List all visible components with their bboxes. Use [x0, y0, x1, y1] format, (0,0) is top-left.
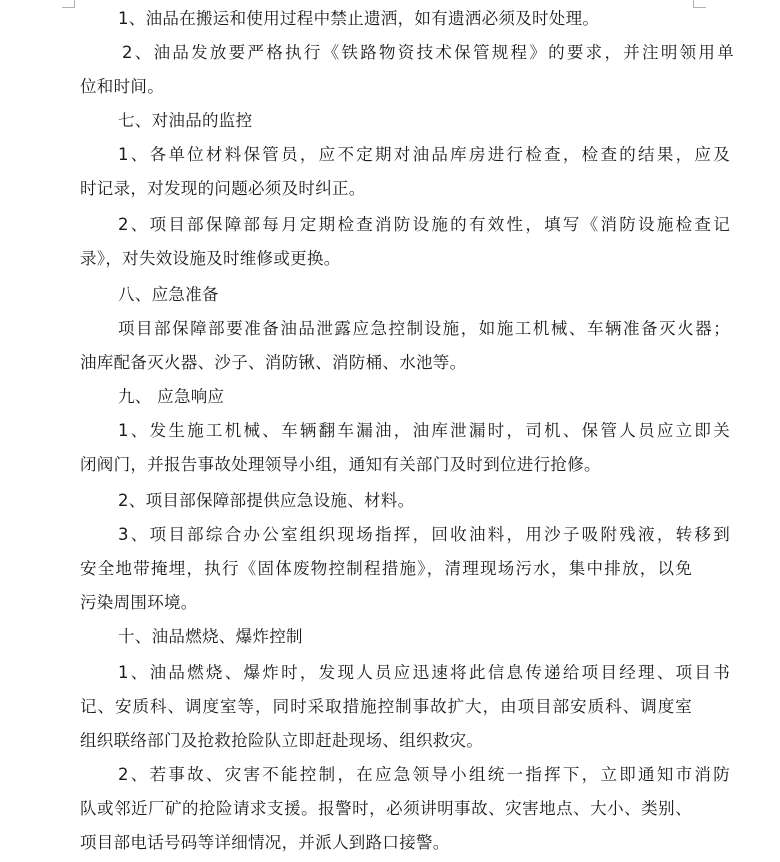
paragraph-line: 3、项目部综合办公室组织现场指挥，回收油料，用沙子吸附残液，转移到 [118, 525, 730, 544]
paragraph-line: 组织联络部门及抢救抢险队立即赶赴现场、组织救灾。 [80, 731, 484, 750]
paragraph-line: 2、项目部保障部提供应急设施、材料。 [118, 491, 415, 510]
paragraph-line: 位和时间。 [80, 77, 164, 96]
paragraph-line: 2、油品发放要严格执行《铁路物资技术保管规程》的要求，并注明领用单 [122, 43, 734, 62]
paragraph-line: 记、安质科、调度室等，同时采取措施控制事故扩大，由项目部安质科、调度室 [80, 697, 692, 716]
paragraph-line: 1、油品燃烧、爆炸时，发现人员应迅速将此信息传递给项目经理、项目书 [118, 663, 730, 682]
paragraph-line: 时记录，对发现的问题必须及时纠正。 [80, 179, 366, 198]
paragraph-line: 2、若事故、灾害不能控制，在应急领导小组统一指挥下，立即通知市消防 [118, 765, 730, 784]
paragraph-line: 1、发生施工机械、车辆翻车漏油，油库泄漏时，司机、保管人员应立即关 [118, 421, 730, 440]
section-heading: 七、对油品的监控 [118, 111, 253, 130]
paragraph-line: 安全地带掩埋，执行《固体废物控制程措施》，清理现场污水，集中排放，以免 [80, 559, 692, 578]
paragraph-line: 污染周围环境。 [80, 593, 198, 612]
page-corner-mark-left [62, 0, 75, 8]
paragraph-line: 项目部电话号码等详细情况，并派人到路口接警。 [80, 833, 450, 852]
paragraph-line: 2、项目部保障部每月定期检查消防设施的有效性，填写《消防设施检查记 [118, 215, 730, 234]
section-heading: 八、应急准备 [118, 285, 219, 304]
paragraph-line: 项目部保障部要准备油品泄露应急控制设施，如施工机械、车辆准备灭火器； [118, 319, 730, 338]
section-heading: 九、 应急响应 [118, 387, 225, 406]
paragraph-line: 1、各单位材料保管员，应不定期对油品库房进行检查，检查的结果，应及 [118, 145, 730, 164]
paragraph-line: 录》，对失效设施及时维修或更换。 [80, 249, 341, 268]
section-heading: 十、油品燃烧、爆炸控制 [118, 627, 303, 646]
paragraph-line: 闭阀门，并报告事故处理领导小组，通知有关部门及时到位进行抢修。 [80, 455, 601, 474]
paragraph-line: 1、油品在搬运和使用过程中禁止遗洒，如有遗洒必须及时处理。 [118, 9, 600, 28]
paragraph-line: 队或邻近厂矿的抢险请求支援。报警时，必须讲明事故、灾害地点、大小、类别、 [80, 799, 692, 818]
paragraph-line: 油库配备灭火器、沙子、消防锹、消防桶、水池等。 [80, 353, 467, 372]
